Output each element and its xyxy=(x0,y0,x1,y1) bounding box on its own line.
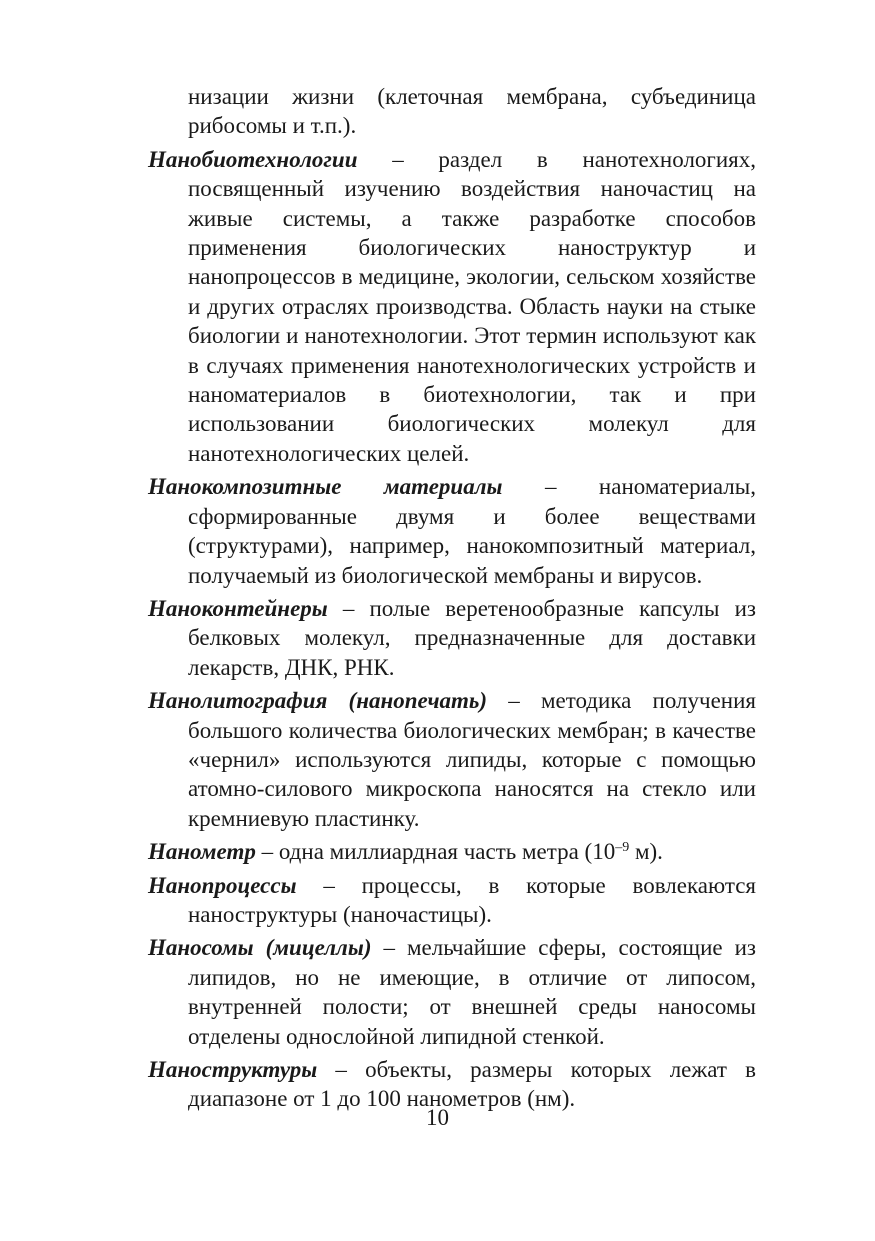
glossary-entry-nanobiotechnology xyxy=(148,145,756,468)
glossary-term: Наноструктуры xyxy=(148,1057,318,1082)
glossary-entry-nanosomes xyxy=(148,933,756,1051)
page-body xyxy=(148,82,756,1118)
exponent: –9 xyxy=(615,840,630,856)
continuation-paragraph: низации жизни (клеточная мембрана, субъединица рибосомы и т.п.). xyxy=(188,84,756,139)
glossary-definition: – объекты, размеры которых лежат в диапазоне от 1 до 100 нанометров (нм). xyxy=(188,1057,756,1112)
glossary-definition: – раздел в нанотехнологиях, посвященный изучению воздействия наночастиц на живые системы, а также разработке способов применения биологических наноструктур и нанопроцессов в медицине, экологии, сельском хозяйстве и других отраслях производства. Область науки на стыке биологии и нанотехнологии. Этот термин используют как в случаях применения нанотехнологических устройств и наноматериалов в биотехнологии, так и при использовании биологических молекул для нанотехнологических целей. xyxy=(188,146,756,466)
glossary-entry-nanocontainers xyxy=(148,594,756,682)
glossary-term: Нанокомпозитные материалы xyxy=(148,474,503,500)
glossary-term: Нанометр xyxy=(148,839,256,865)
glossary-definition: – наноматериалы, сформированные двумя и более веществами (структурами), например, нанокомпозитный материал, получаемый из биологической мембраны и вирусов. xyxy=(188,474,756,588)
glossary-entry-nanocomposite-materials xyxy=(148,472,756,590)
glossary-definition: – процессы, в которые вовлекаются наноструктуры (наночастицы). xyxy=(188,872,756,927)
glossary-entry-nanolithography xyxy=(148,686,756,833)
glossary-term: Нанолитография (нанопечать) xyxy=(148,688,488,714)
glossary-term: Нанопроцессы xyxy=(148,872,297,898)
page-number: 10 xyxy=(426,1105,449,1130)
glossary-definition: – методика получения большого количества биологических мембран; в качестве «чернил» используются липиды, которые с помощью атомно-силового микроскопа наносятся на стекло или кремниевую пластинку. xyxy=(188,688,756,831)
glossary-term: Нанобиотехнологии xyxy=(148,146,358,172)
glossary-entry-nanoprocesses xyxy=(148,871,756,930)
glossary-definition: – мельчайшие сферы, состоящие из липидов, но не имеющие, в отличие от липосом, внутренней полости; от внешней среды наносомы отделены однослойной липидной стенкой. xyxy=(188,935,756,1049)
glossary-definition: – полые веретенообразные капсулы из белковых молекул, предназначенные для доставки лекарств, ДНК, РНК. xyxy=(188,595,756,680)
glossary-definition: – одна миллиардная часть метра (10 xyxy=(255,839,616,865)
glossary-term: Наноконтейнеры xyxy=(148,595,328,621)
glossary-term: Наносомы (мицеллы) xyxy=(148,935,372,961)
glossary-entry-nanometer xyxy=(148,837,756,866)
glossary-definition-end: м). xyxy=(629,839,663,865)
